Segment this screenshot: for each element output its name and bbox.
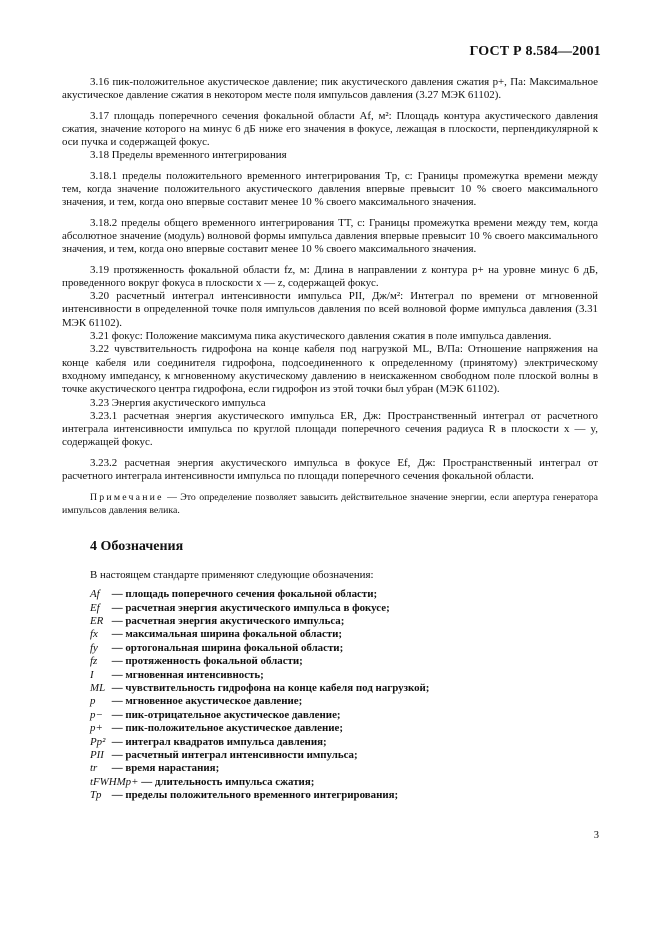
clause-3-18-heading: 3.18 Пределы временного интегрирования bbox=[90, 149, 287, 162]
document-header: ГОСТ Р 8.584—2001 bbox=[469, 44, 601, 59]
section-4-title: 4 Обозначения bbox=[90, 538, 184, 554]
clause-3-23-heading: 3.23 Энергия акустического импульса bbox=[90, 396, 266, 409]
clause-3-18-2: 3.18.2 пределы общего временного интегрирования TT, с: Границы промежутка времени между тем, когда абсолютное значение (модуль) волновой формы импульса давления впервые превысит 10 % своего максимального значения, и тем, когда оно впервые составит менее 10 % своего максимального значения. bbox=[62, 216, 598, 256]
symbol-description: — интеграл квадратов импульса давления; bbox=[109, 735, 327, 748]
symbol-description: — площадь поперечного сечения фокальной области; bbox=[109, 588, 378, 601]
list-item bbox=[90, 776, 598, 789]
clause-3-23-2: 3.23.2 расчетная энергия акустического импульса в фокусе Ef, Дж: Пространственный интеграл от расчетного интеграла интенсивности импульса по площади поперечного сечения фокальной области. bbox=[62, 456, 598, 483]
clause-3-16: 3.16 пик-положительное акустическое давление; пик акустического давления сжатия p+, Па: Максимальное акустическое давление сжатия в некотором месте поля импульсов давления (3.27 МЭК 61102). bbox=[62, 76, 598, 102]
symbol-description: — протяженность фокальной области; bbox=[109, 655, 303, 668]
symbol-description: — пределы положительного временного интегрирования; bbox=[109, 789, 399, 802]
symbol: p+ bbox=[90, 722, 103, 735]
list-item bbox=[90, 762, 598, 775]
list-item bbox=[90, 749, 598, 762]
symbols-list bbox=[90, 588, 598, 803]
symbol: p bbox=[90, 695, 96, 708]
clause-3-22: 3.22 чувствительность гидрофона на конце кабеля под нагрузкой ML, В/Па: Отношение напряжения на конце кабеля или соединителя гидрофона, подсоединенного к определенному (принятому) электрическому входному импедансу, к мгновенному акустическому давлению в неискаженном свободном поле плоской волны в точке акустического центра гидрофона, если гидрофон из этой точки был убран (МЭК 61102). bbox=[62, 343, 598, 396]
symbol: I bbox=[90, 668, 94, 681]
clause-3-21: 3.21 фокус: Положение максимума пика акустического давления сжатия в поле импульса давления. bbox=[90, 330, 552, 343]
symbol-description: — мгновенное акустическое давление; bbox=[109, 695, 303, 708]
list-item bbox=[90, 615, 598, 628]
symbol-description: — длительность импульса сжатия; bbox=[138, 775, 315, 788]
list-item bbox=[90, 642, 598, 655]
symbol-description: — расчетный интеграл интенсивности импульса; bbox=[109, 748, 358, 761]
symbol-description: — пик-положительное акустическое давление; bbox=[109, 722, 344, 735]
symbol: Af bbox=[90, 588, 100, 601]
list-item bbox=[90, 628, 598, 641]
note-label: Примечание bbox=[90, 492, 164, 504]
clause-3-19: 3.19 протяженность фокальной области fz, м: Длина в направлении z контура p+ на уровне минус 6 дБ, проведенного вокруг фокуса в плоскости x — z, содержащей фокус. bbox=[62, 263, 598, 289]
symbol: PII bbox=[90, 748, 104, 761]
symbol-description: — чувствительность гидрофона на конце кабеля под нагрузкой; bbox=[109, 681, 430, 694]
note-text: — Это определение позволяет завысить действительное значение энергии, если апертура генератора импульсов давления велика. bbox=[62, 492, 598, 516]
list-item bbox=[90, 709, 598, 722]
list-item bbox=[90, 655, 598, 668]
symbol: fx bbox=[90, 628, 98, 641]
symbol: ML bbox=[90, 681, 106, 694]
symbol-description: — максимальная ширина фокальной области; bbox=[109, 628, 343, 641]
symbol-description: — ортогональная ширина фокальной области; bbox=[109, 641, 344, 654]
symbol-description: — пик-отрицательное акустическое давление; bbox=[109, 708, 341, 721]
list-item bbox=[90, 736, 598, 749]
symbol: tr bbox=[90, 762, 98, 775]
list-item bbox=[90, 789, 598, 802]
list-item bbox=[90, 722, 598, 735]
clause-3-17: 3.17 площадь поперечного сечения фокальной области Af, м²: Площадь контура акустического давления сжатия, значение которого на минус 6 дБ ниже его значения в фокусе, лежащая в плоскости, перпендикулярной к оси пучка и содержащей фокус. bbox=[62, 109, 598, 149]
list-item bbox=[90, 588, 598, 601]
clause-3-18-1: 3.18.1 пределы положительного временного интегрирования Tp, с: Границы промежутка времени между тем, когда значение положительного акустического давления впервые превысит 10 % своего максимального значения, и тем, когда оно впервые составит менее 10 % своего максимального значения. bbox=[62, 169, 598, 209]
list-item bbox=[90, 669, 598, 682]
symbol-description: — расчетная энергия акустического импульса в фокусе; bbox=[109, 601, 390, 614]
symbol: Pp² bbox=[90, 735, 106, 748]
page-number: 3 bbox=[593, 830, 599, 841]
clause-3-23-1: 3.23.1 расчетная энергия акустического импульса ER, Дж: Пространственный интеграл от расчетного интеграла интенсивности импульса по круглой площади поперечного сечения радиуса R в плоскости x — y, содержащей фокус. bbox=[62, 409, 598, 449]
symbol: fz bbox=[90, 655, 98, 668]
symbol: fy bbox=[90, 641, 98, 654]
symbol: Tp bbox=[90, 789, 102, 802]
list-item bbox=[90, 695, 598, 708]
symbol-description: — время нарастания; bbox=[109, 762, 220, 775]
list-item bbox=[90, 602, 598, 615]
symbol-description: — мгновенная интенсивность; bbox=[109, 668, 264, 681]
symbol: Ef bbox=[90, 601, 100, 614]
document-body bbox=[62, 76, 598, 803]
symbol: p− bbox=[90, 708, 103, 721]
symbol: tFWHMp+ bbox=[90, 775, 139, 788]
symbol: ER bbox=[90, 614, 104, 627]
note bbox=[62, 492, 598, 517]
section-4-intro: В настоящем стандарте применяют следующие обозначения: bbox=[90, 568, 374, 581]
list-item bbox=[90, 682, 598, 695]
symbol-description: — расчетная энергия акустического импульса; bbox=[109, 614, 345, 627]
clause-3-20: 3.20 расчетный интеграл интенсивности импульса PII, Дж/м²: Интеграл по времени от мгновенной интенсивности в определенной точке поля импульсов давления по всей волновой форме импульса давления (3.31 МЭК 61102). bbox=[62, 290, 598, 329]
